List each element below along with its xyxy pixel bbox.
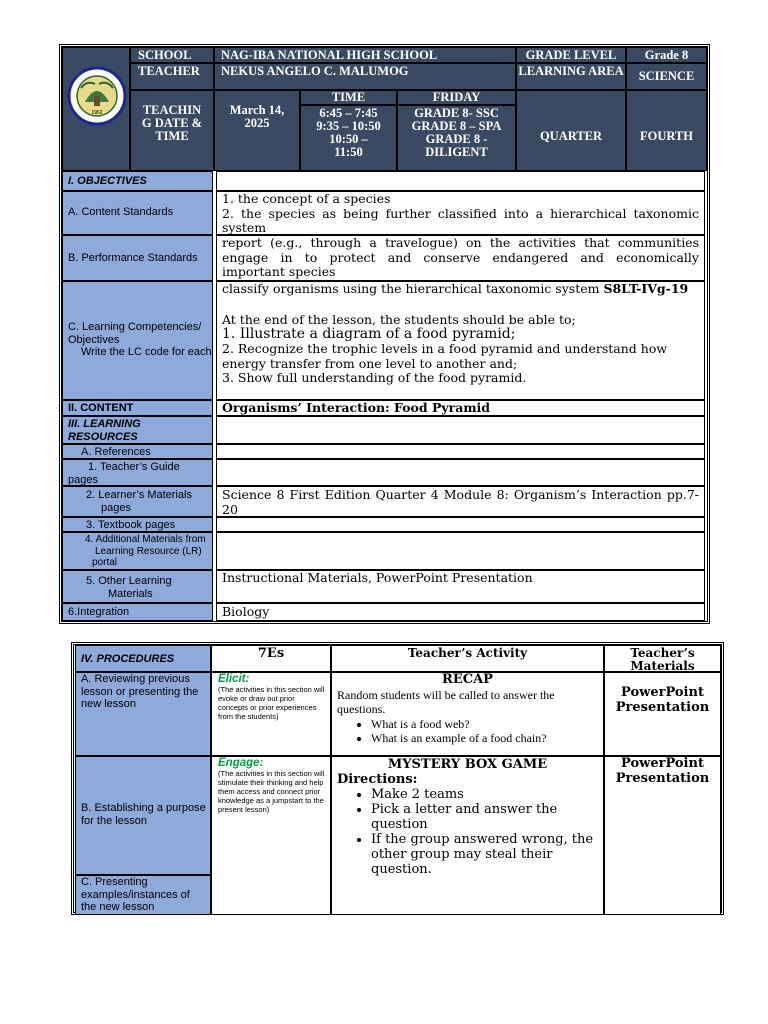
other-materials-label xyxy=(62,570,213,603)
recap-activity-cell xyxy=(331,672,604,756)
integration-label xyxy=(62,603,213,621)
performance-standards-value xyxy=(216,235,705,281)
day-line1: GRADE 8- SSC xyxy=(414,106,499,120)
quarter-label xyxy=(516,90,626,171)
recap-title: RECAP xyxy=(442,672,493,687)
competency-main xyxy=(222,282,699,297)
textbook-pages-label-text: 3. Textbook pages xyxy=(86,519,176,531)
grade-level-value-text: Grade 8 xyxy=(644,48,689,62)
date-line2: 2025 xyxy=(244,116,270,130)
grade-level-value xyxy=(626,47,707,63)
materials-b-cell xyxy=(604,756,721,915)
time-line2: 9:35 – 10:50 xyxy=(316,119,381,133)
elicit-cell xyxy=(211,672,331,756)
learners-materials-text: Science 8 First Edition Quarter 4 Module 8: Organism’s Interaction pp.7-20 xyxy=(222,487,699,517)
additional-materials-label xyxy=(62,532,213,570)
time-values xyxy=(300,105,397,171)
time-line3: 10:50 – xyxy=(329,132,368,146)
procedure-b-label-text: B. Establishing a purpose for the lesson xyxy=(81,802,206,827)
procedure-b-label xyxy=(75,756,211,875)
content-label-text: II. CONTENT xyxy=(68,402,134,414)
competencies-label-line3: Write the LC code for each xyxy=(81,346,212,358)
learners-materials-label-line2: pages xyxy=(101,501,131,514)
learning-resources-label-text: III. LEARNING RESOURCES xyxy=(68,418,141,443)
learners-materials-label-line1: 2. Learner’s Materials xyxy=(86,489,192,501)
references-label xyxy=(62,444,213,459)
time-line1: 6:45 – 7:45 xyxy=(319,106,378,120)
time-line4: 11:50 xyxy=(334,145,363,159)
engage-title: Engage: xyxy=(218,757,264,769)
references-label-text: A. References xyxy=(81,446,151,458)
teaching-label-line2: G DATE & xyxy=(141,116,203,130)
objectives-lead: At the end of the lesson, the students should be able to; xyxy=(222,311,576,327)
col-7es-header xyxy=(211,645,331,672)
time-header xyxy=(300,90,397,105)
content-standards-value xyxy=(216,191,705,235)
school-seal-icon xyxy=(67,66,127,126)
competency-intro: classify organisms using the hierarchical taxonomic system xyxy=(222,281,604,296)
day-line4: DILIGENT xyxy=(425,145,488,159)
learners-materials-label xyxy=(62,486,213,517)
textbook-pages-value xyxy=(216,517,705,532)
performance-standards-text: report (e.g., through a travelogue) on the activities that communities engage in to protect and conserve endangered and economically important species xyxy=(222,235,699,279)
learning-area-value xyxy=(626,63,707,90)
teacher-label xyxy=(130,63,214,90)
direction-3: • If the group answered wrong, the other group may steal their question. xyxy=(371,832,598,877)
day-sections xyxy=(397,105,516,171)
mystery-box-activity-cell xyxy=(331,756,604,915)
engage-cell xyxy=(211,756,331,915)
additional-materials-label-line2: Learning Resource (LR) xyxy=(95,545,202,557)
materials-b-text: PowerPoint Presentation xyxy=(615,756,710,786)
teaching-date-time-label xyxy=(130,90,214,171)
textbook-pages-label xyxy=(62,517,213,532)
other-materials-text: Instructional Materials, PowerPoint Presentation xyxy=(222,570,533,585)
engage-note: (The activities in this section will stimulate their thinking and help them access and connect prior knowledge as a jumpstart to the present lesson) xyxy=(218,769,325,814)
learners-materials-value xyxy=(216,486,705,517)
content-value xyxy=(216,400,705,416)
integration-value xyxy=(216,603,705,621)
learning-area-label-text: LEARNING AREA xyxy=(518,64,624,78)
additional-materials-label-line3: portal xyxy=(92,557,118,568)
content-standards-label-text: A. Content Standards xyxy=(68,206,174,218)
teaching-date-value xyxy=(214,90,300,171)
objectives-value xyxy=(216,171,705,191)
school-value-text: NAG-IBA NATIONAL HIGH SCHOOL xyxy=(221,48,438,62)
objective-3: 3. Show full understanding of the food pyramid. xyxy=(222,370,527,385)
teachers-guide-label-line1: 1. Teacher’s Guide xyxy=(88,461,180,473)
grade-level-label-text: GRADE LEVEL xyxy=(525,48,617,62)
school-label-text: SCHOOL xyxy=(138,48,192,62)
competencies-label-line2: Objectives xyxy=(68,333,120,346)
directions-label: Directions: xyxy=(337,772,418,787)
procedures-label xyxy=(75,645,211,672)
materials-a-text: PowerPoint Presentation xyxy=(615,685,710,715)
procedure-a-label-text: A. Reviewing previous lesson or presenting the new lesson xyxy=(81,673,199,710)
grade-level-label xyxy=(516,47,626,63)
teacher-value-text: NEKUS ANGELO C. MALUMOG xyxy=(221,64,409,78)
elicit-note: (The activities in this section will evoke or draw out prior concepts or prior experiences from the students) xyxy=(218,685,325,721)
procedure-c-label xyxy=(75,875,211,915)
col-materials-text: Teacher’s Materials xyxy=(630,646,695,673)
day-label-text: FRIDAY xyxy=(432,90,481,104)
procedures-label-text: IV. PROCEDURES xyxy=(81,653,175,665)
teachers-guide-label xyxy=(62,459,213,486)
school-value xyxy=(214,47,516,63)
elicit-title: Elicit: xyxy=(218,673,250,685)
objective-1: 1. Illustrate a diagram of a food pyramid; xyxy=(222,326,516,342)
seal-year: 1962 xyxy=(91,110,103,116)
performance-standards-label-text: B. Performance Standards xyxy=(68,252,198,264)
objectives-label xyxy=(62,171,213,191)
content-standards-label xyxy=(62,191,213,235)
direction-2: • Pick a letter and answer the question xyxy=(371,802,598,832)
procedure-a-label xyxy=(75,672,211,756)
date-line1: March 14, xyxy=(229,103,285,117)
teacher-value xyxy=(214,63,516,90)
integration-label-text: 6.Integration xyxy=(68,606,130,618)
objectives-label-text: I. OBJECTIVES xyxy=(68,175,147,187)
col-materials-header xyxy=(604,645,721,672)
materials-a-cell xyxy=(604,672,721,756)
content-value-text: Organisms’ Interaction: Food Pyramid xyxy=(222,400,491,415)
references-value xyxy=(216,444,705,459)
quarter-value xyxy=(626,90,707,171)
objective-2: 2. Recognize the trophic levels in a food pyramid and understand how energy transfer from one level to another and; xyxy=(222,341,668,371)
col-activity-header xyxy=(331,645,604,672)
competencies-label xyxy=(62,281,213,400)
learning-area-value-text: SCIENCE xyxy=(638,69,695,83)
school-label xyxy=(130,47,214,63)
teacher-label-text: TEACHER xyxy=(138,64,200,78)
other-materials-label-line2: Materials xyxy=(108,587,153,600)
content-standard-1: 1. the concept of a species xyxy=(222,191,391,206)
teaching-label-line3: TIME xyxy=(155,129,189,143)
teaching-label-line1: TEACHIN xyxy=(142,103,202,117)
learning-resources-value xyxy=(216,416,705,444)
col-activity-text: Teacher’s Activity xyxy=(407,646,528,660)
teachers-guide-label-line2: pages xyxy=(68,473,98,486)
day-header xyxy=(397,90,516,105)
additional-materials-value xyxy=(216,532,705,570)
additional-materials-label-line1: 4. Additional Materials from xyxy=(85,534,206,545)
mystery-box-title: MYSTERY BOX GAME xyxy=(387,757,548,772)
content-standard-2: 2. the species as being further classified into a hierarchical taxonomic system xyxy=(222,205,699,235)
performance-standards-label xyxy=(62,235,213,281)
learning-area-label xyxy=(516,63,626,90)
recap-question-2: • What is an example of a food chain? xyxy=(371,731,598,746)
other-materials-label-line1: 5. Other Learning xyxy=(86,575,172,587)
day-line3: GRADE 8 - xyxy=(425,132,488,146)
quarter-value-text: FOURTH xyxy=(639,129,694,143)
competencies-label-line1: C. Learning Competencies/ xyxy=(68,321,202,333)
other-materials-value xyxy=(216,570,705,603)
competencies-value xyxy=(216,281,705,400)
content-label xyxy=(62,400,213,416)
procedure-c-label-text: C. Presenting examples/instances of the new lesson xyxy=(81,876,190,913)
competency-code: S8LT-IVg-19 xyxy=(603,281,689,296)
direction-1: • Make 2 teams xyxy=(371,787,598,802)
school-logo-cell xyxy=(62,47,130,171)
teachers-guide-value xyxy=(216,459,705,486)
recap-text: Random students will be called to answer the questions. xyxy=(337,687,555,716)
learning-resources-label xyxy=(62,416,213,444)
quarter-label-text: QUARTER xyxy=(539,129,603,143)
day-line2: GRADE 8 – SPA xyxy=(411,119,502,133)
integration-text: Biology xyxy=(222,604,270,619)
time-label-text: TIME xyxy=(331,90,366,104)
col-7es-text: 7Es xyxy=(257,646,285,661)
recap-question-1: • What is a food web? xyxy=(371,717,598,732)
